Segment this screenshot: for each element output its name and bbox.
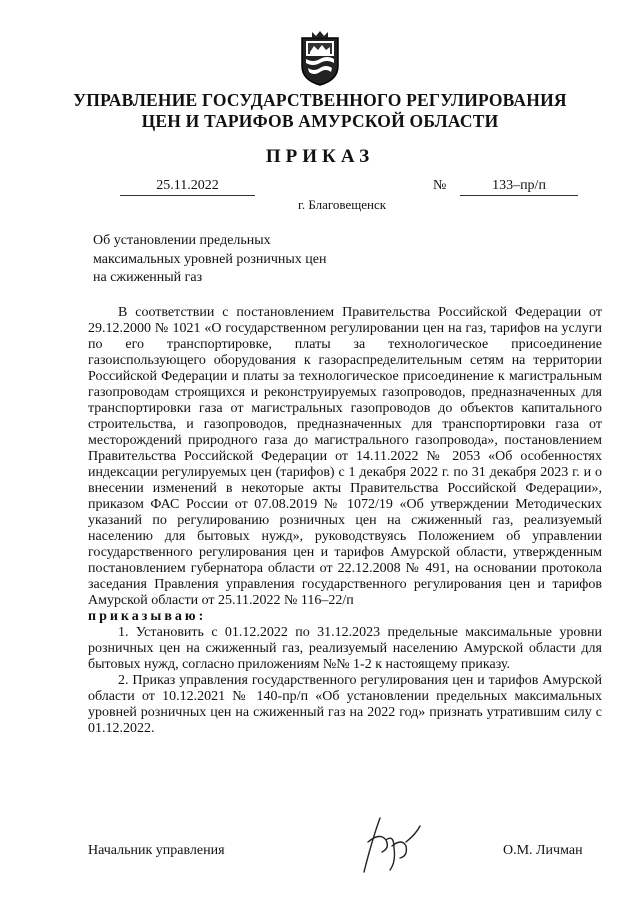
signatory-name: О.М. Личман bbox=[503, 843, 583, 858]
order-subject bbox=[93, 232, 326, 288]
order-number: 133–пр/п bbox=[460, 177, 578, 196]
organization-name bbox=[0, 90, 640, 132]
order-subject-line3: на сжиженный газ bbox=[93, 270, 203, 285]
organization-name-line1: УПРАВЛЕНИЕ ГОСУДАРСТВЕННОГО РЕГУЛИРОВАНИЯ bbox=[73, 90, 567, 110]
handwritten-signature bbox=[350, 812, 430, 884]
order-date: 25.11.2022 bbox=[120, 177, 255, 196]
orders-keyword: приказываю: bbox=[88, 609, 207, 624]
signatory-position: Начальник управления bbox=[88, 843, 225, 858]
order-body bbox=[88, 305, 602, 737]
order-subject-line1: Об установлении предельных bbox=[93, 233, 271, 248]
city-name: г. Благовещенск bbox=[298, 197, 387, 212]
amur-region-emblem-icon bbox=[298, 30, 342, 86]
order-point-1: 1. Установить с 01.12.2022 по 31.12.2023 предельные максимальные уровни розничных цен на сжиженный газ, реализуемый населению Амурской области для бытовых нужд, согласно приложениям №№ 1-2 к настоящему приказу. bbox=[88, 625, 602, 672]
order-point-2: 2. Приказ управления государственного регулирования цен и тарифов Амурской области от 10.12.2021 № 140-пр/п «Об установлении предельных максимальных уровней розничных цен на сжиженный газ на 2022 год» признать утратившим силу с 01.12.2022. bbox=[88, 673, 602, 736]
document-title: ПРИКАЗ bbox=[265, 146, 375, 167]
order-subject-line2: максимальных уровней розничных цен bbox=[93, 251, 327, 267]
organization-name-line2: ЦЕН И ТАРИФОВ АМУРСКОЙ ОБЛАСТИ bbox=[141, 111, 499, 131]
number-sign: № bbox=[433, 178, 447, 193]
preamble-paragraph: В соответствии с постановлением Правительства Российской Федерации от 29.12.2000 № 1021 «О государственном регулировании цен на газ, тарифов на услуги по его транспортировке, платы за технологическое присоединение газоиспользующего оборудования к газораспределительным сетям на территории Российской Федерации и платы за технологическое присоединение к магистральным газопроводам строящихся и реконструируемых газопроводов, предназначенных для транспортировки газа от магистральных газопроводов до объектов капитального строительства, и газопроводов, предназначенных для транспортировки газа от месторождений природного газа до магистрального газопровода», постановлением Правительства Российской Федерации от 14.11.2022 № 2053 «Об особенностях индексации регулируемых цен (тарифов) с 1 декабря 2022 г. по 31 декабря 2023 г. и о внесении изменений в некоторые акты Правительства Российской Федерации», приказом ФАС России от 07.08.2019 № 1072/19 «Об утверждении Методических указаний по регулированию розничных цен на сжиженный газ, реализуемый населению для бытовых нужд», руководствуясь Положением об управлении государственного регулирования цен и тарифов Амурской области, утвержденным постановлением губернатора области от 22.12.2008 № 491, на основании протокола заседания Правления управления государственного регулирования цен и тарифов Амурской области от 25.11.2022 № 116–22/п bbox=[88, 305, 602, 608]
